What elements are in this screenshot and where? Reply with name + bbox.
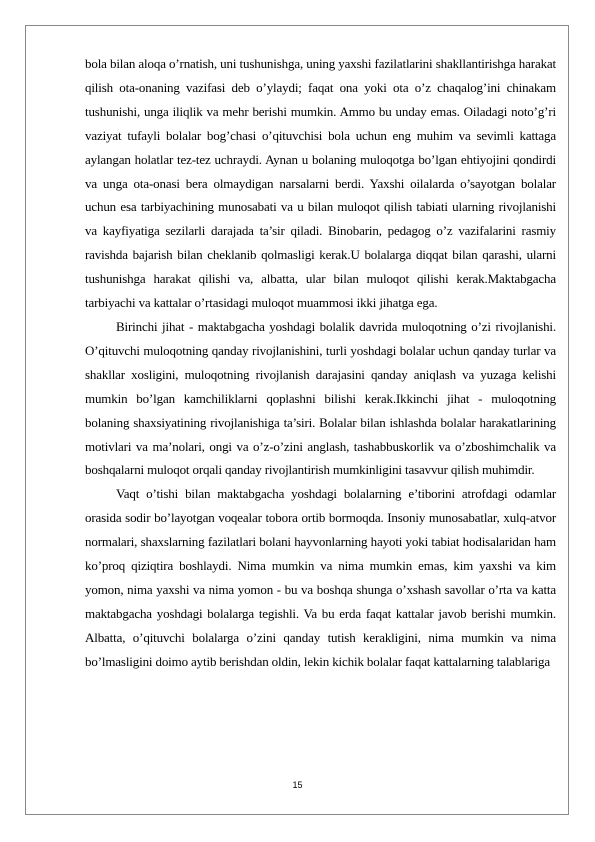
paragraph-1: bola bilan aloqa o’rnatish, uni tushunishga, uning yaxshi fazilatlarini shakllantirishga harakat qilish ota-onaning vazifasi deb o’ylaydi; faqat ona yoki ota o’z chaqalog’ini chinakam tushunishi, unga iliqlik va mehr berishi mumkin. Ammo bu unday emas. Oiladagi noto’g’ri vaziyat tufayli bolalar bog’chasi o’qituvchisi bola uchun eng muhim va sevimli kattaga aylangan holatlar tez-tez uchraydi. Aynan u bolaning muloqotga bo’lgan ehtiyojini qondirdi va unga ota-onasi bera olmaydigan narsalarni berdi. Yaxshi oilalarda o’sayotgan bolalar uchun esa tarbiyachining munosabati va u bilan muloqot qilish tabiati ularning rivojlanishi va kayfiyatiga sezilarli darajada ta’sir qiladi. Binobarin, pedagog o’z vazifalarini rasmiy ravishda bajarish bilan cheklanib qolmasligi kerak.U bolalarga diqqat bilan qarashi, ularni tushunishga harakat qilishi va, albatta, ular bilan muloqot qilishi kerak.Maktabgacha tarbiyachi va kattalar o’rtasidagi muloqot muammosi ikki jihatga ega. xyxy=(85,56,556,311)
paragraph-3: Vaqt o’tishi bilan maktabgacha yoshdagi bolalarning e’tiborini atrofdagi odamlar orasida sodir bo’layotgan voqealar tobora ortib bormoqda. Insoniy munosabatlar, xulq-atvor normalari, shaxslarning fazilatlari bolani hayvonlarning hayoti yoki tabiat hodisalaridan ham ko’proq qiziqtira boshlaydi. Nima mumkin va nima mumkin emas, kim yaxshi va kim yomon, nima yaxshi va nima yomon - bu va boshqa shunga o’xshash savollar o’rta va katta maktabgacha yoshdagi bolalarga tegishli. Va bu erda faqat kattalar javob berishi mumkin. Albatta, o’qituvchi bolalarga o’zini qanday tutish kerakligini, nima mumkin va nima bo’lmasligini doimo aytib berishdan oldin, lekin kichik bolalar faqat kattalarning talablariga xyxy=(85,486,556,669)
document-body xyxy=(85,52,556,674)
page-number: 15 xyxy=(292,780,303,790)
paragraph-2: Birinchi jihat - maktabgacha yoshdagi bolalik davrida muloqotning o’zi rivojlanishi. O’qituvchi muloqotning qanday rivojlanishini, turli yoshdagi bolalar uchun qanday turlar va shakllar xosligini, muloqotning rivojlanish darajasini qanday aniqlash va yuzaga kelishi mumkin bo’lgan kamchiliklarni qoplashni bilishi kerak.Ikkinchi jihat - muloqotning bolaning shaxsiyatining rivojlanishiga ta’siri. Bolalar bilan ishlashda bolalar harakatlarining motivlari va ma’nolari, ongi va o’z-o’zini anglash, tashabbuskorlik va o’zboshimchalik va boshqalarni muloqot orqali qanday rivojlantirish mumkinligini tasavvur qilish muhimdir. xyxy=(85,318,556,478)
